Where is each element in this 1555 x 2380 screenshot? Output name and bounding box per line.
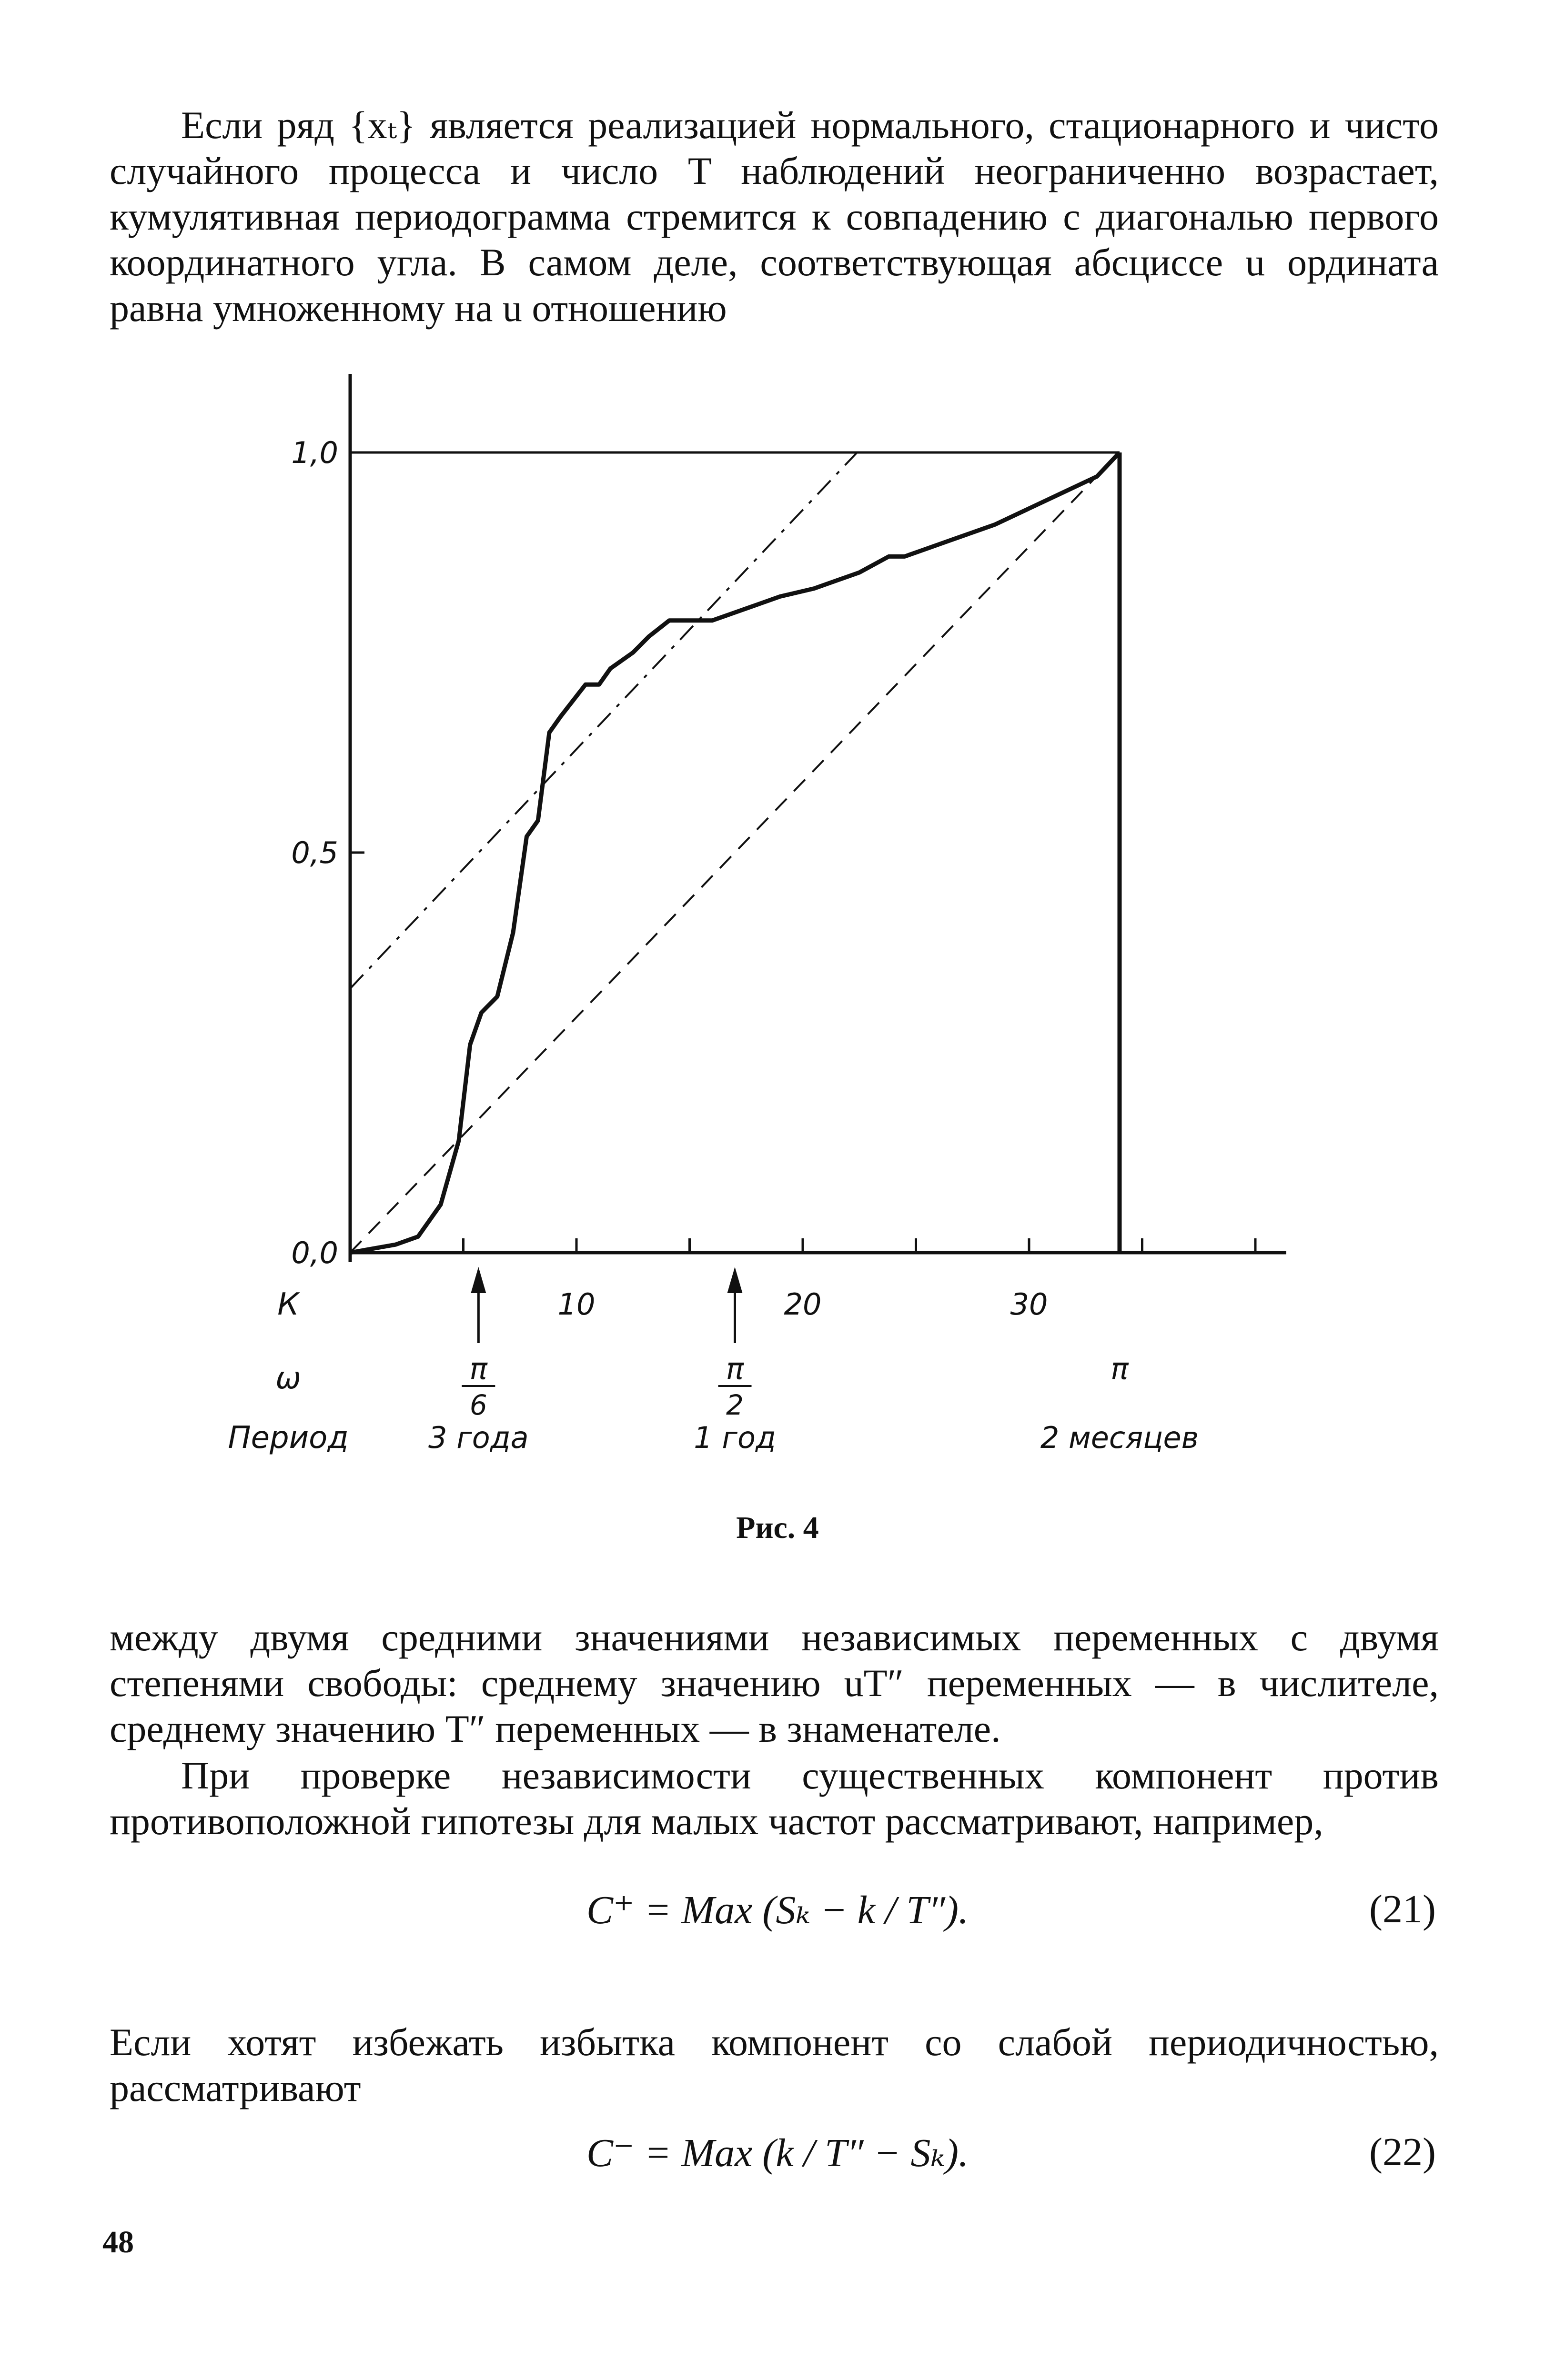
formula-21 xyxy=(0,1886,1555,1933)
x-row-name-2: Период xyxy=(228,1420,349,1456)
x-row-2-label-2: 2 месяцев xyxy=(1040,1420,1199,1455)
x-row-0-label-2: 30 xyxy=(1010,1287,1048,1322)
series-dash-dot xyxy=(350,452,857,989)
formula-21-number: (21) xyxy=(1369,1887,1436,1931)
formula-22-expression: C⁻ = Max (k / T″ − Sₖ). xyxy=(586,2131,969,2175)
y-tick-label-1: 0,5 xyxy=(291,835,338,870)
paragraph-degrees-of-freedom: между двумя средними значениями независимых переменных с двумя степенями свободы: среднему значению uT″ переменных — в числителе, среднему значению T″ переменных — в знаменателе. xyxy=(110,1616,1439,1750)
formula-21-expression: C⁺ = Max (Sₖ − k / T″). xyxy=(586,1888,969,1932)
paragraph-intro: Если ряд {xₜ} является реализацией нормального, стационарного и чисто случайного процесса и число T наблюдений неограниченно возрастает, кумулятивная периодограмма стремится к совпадению с диагональю первого координатного угла. В самом деле, соответствующая абсциссе u ордината равна умноженному на u отношению xyxy=(110,103,1439,330)
paragraph-independence-test: При проверке независимости существенных компонент против противоположной гипотезы для малых частот рассматривают, например, xyxy=(110,1754,1439,1843)
x-row-1-label-1-den: 2 xyxy=(726,1389,744,1421)
series-dashed xyxy=(350,452,1120,1253)
x-row-1-label-0-den: 6 xyxy=(469,1389,487,1421)
x-row-2-label-1: 1 год xyxy=(694,1420,776,1455)
formula-22-number: (22) xyxy=(1369,2130,1436,2174)
y-tick-label-0: 1,0 xyxy=(291,435,338,470)
x-row-1-label-0-num: π xyxy=(469,1351,487,1386)
page-number: 48 xyxy=(102,2225,134,2259)
x-row-1-label-1-num: π xyxy=(726,1351,744,1386)
formula-22 xyxy=(0,2129,1555,2176)
x-row-2-label-0: 3 года xyxy=(428,1420,529,1455)
arrow-head-0 xyxy=(471,1267,486,1293)
arrow-head-1 xyxy=(727,1267,743,1293)
figure-caption: Рис. 4 xyxy=(736,1510,819,1545)
x-row-name-0: К xyxy=(277,1287,299,1322)
paragraph-weak-periodicity: Если хотят избежать избытка компонент со слабой периодичностью, рассматривают xyxy=(110,2020,1439,2109)
x-row-0-label-1: 20 xyxy=(784,1287,822,1322)
x-row-name-1: ω xyxy=(275,1361,301,1396)
cumulative-periodogram-chart xyxy=(0,357,1555,1510)
y-tick-label-2: 0,0 xyxy=(291,1235,338,1270)
x-row-1-label-2-num: π xyxy=(1111,1351,1129,1386)
x-row-0-label-0: 10 xyxy=(557,1287,596,1322)
